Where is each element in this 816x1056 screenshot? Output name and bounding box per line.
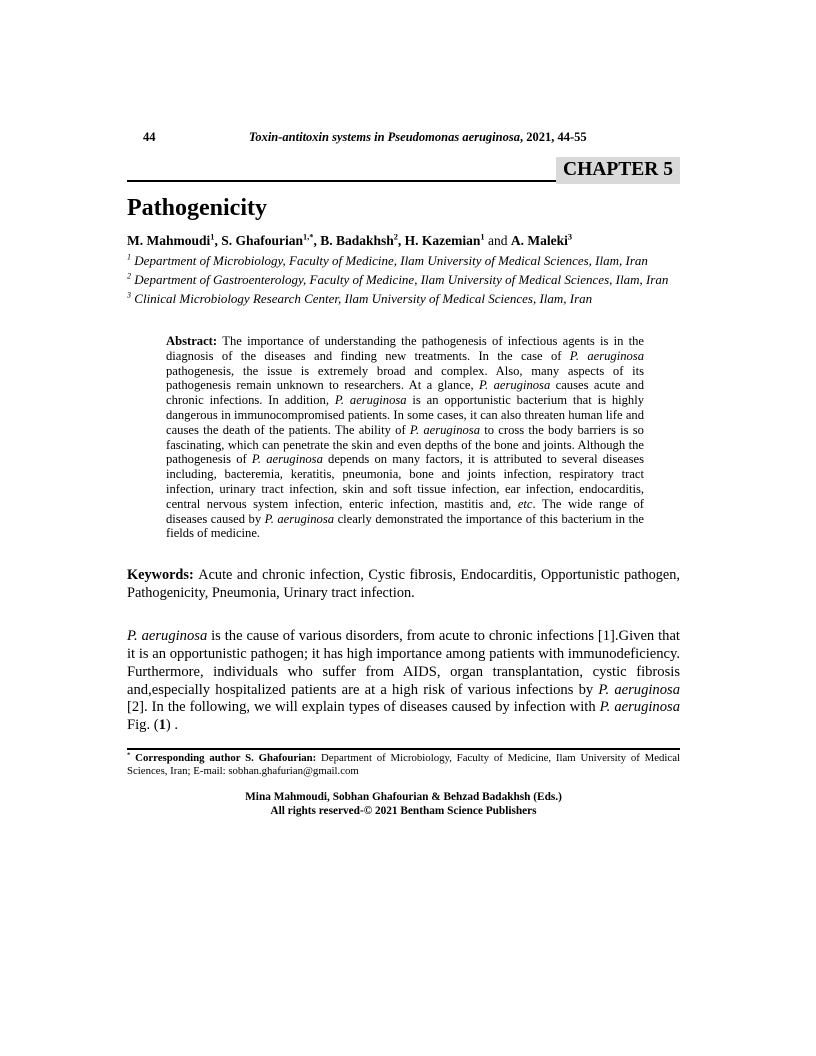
affiliation-1: $^1$ Department of Microbiology, Faculty of Medicine, Ilam University of Medical Sciences, Ilam, Iran: [127, 252, 648, 268]
chapter-title: Pathogenicity: [127, 195, 267, 221]
affiliation-3: $^3$ Clinical Microbiology Research Center, Ilam University of Medical Sciences, Ilam, Iran: [127, 290, 593, 306]
keywords: Keywords: Acute and chronic infection, Cystic fibrosis, Endocarditis, Opportunistic pathogen, Pathogenicity, Pneumonia, Urinary tract infection.: [127, 567, 680, 601]
affiliation-2: $^2$ Department of Gastroenterology, Faculty of Medicine, Ilam University of Medical Sciences, Ilam, Iran: [127, 271, 669, 287]
chapter-badge: CHAPTER 5: [556, 157, 680, 184]
corresponding-author-footnote: * Corresponding author S. Ghafourian: Department of Microbiology, Faculty of Medicine, Ilam University of Medical Sciences, Iran; E-mail: sobhan.ghafurian@gmail.com: [127, 751, 680, 777]
footnote-rule: [127, 748, 680, 750]
running-title: Toxin-antitoxin systems in Pseudomonas aeruginosa, 2021, 44-55: [248, 130, 587, 144]
page-number: 44: [143, 130, 156, 144]
page-content: [127, 0, 680, 818]
publisher-footer: [127, 790, 680, 818]
abstract: Abstract: The importance of understanding the pathogenesis of infectious agents is in the diagnosis of the diseases and finding new treatments. In the case of P. aeruginosa pathogenesis, the issue is extremely broad and complex. Also, many aspects of its pathogenesis remain unknown to researchers. At a glance, P. aeruginosa causes acute and chronic infections. In addition, P. aeruginosa is an opportunistic bacterium that is highly dangerous in immunocompromised patients. In some cases, it can also threaten human life and causes the death of the patients. The ability of P. aeruginosa to cross the body barriers is so fascinating, which can penetrate the skin and even depths of the bone and joints. Although the pathogenesis of P. aeruginosa depends on many factors, it is attributed to several diseases including, bacteremia, keratitis, pneumonia, bone and joints infection, respiratory tract infection, urinary tract infection, skin and soft tissue infection, ear infection, endocarditis, central nervous system infection, enteric infection, mastitis and, etc. The wide range of diseases caused by P. aeruginosa clearly demonstrated the importance of this bacterium in the fields of medicine.: [166, 334, 645, 541]
running-header: [127, 130, 680, 145]
footer-editors-line: Mina Mahmoudi, Sobhan Ghafourian & Behzad Badakhsh (Eds.): [245, 790, 562, 803]
body-paragraph: P. aeruginosa is the cause of various disorders, from acute to chronic infections [1].Given that it is an opportunistic pathogen; it has high importance among patients with immunodeficiency. Furthermore, individuals who suffer from AIDS, organ transplantation, cystic fibrosis and,especially hospitalized patients are at a high risk of various infections by P. aeruginosa [2]. In the following, we will explain types of diseases caused by infection with P. aeruginosa Fig. (1) .: [127, 628, 680, 734]
authors-line: M. Mahmoudi$^1$, S. Ghafourian$^{1,*}$, B. Badakhsh$^2$, H. Kazemian$^1$ and A. Maleki$^3$: [127, 232, 573, 248]
footer-rights-line: All rights reserved-© 2021 Bentham Science Publishers: [270, 804, 537, 817]
